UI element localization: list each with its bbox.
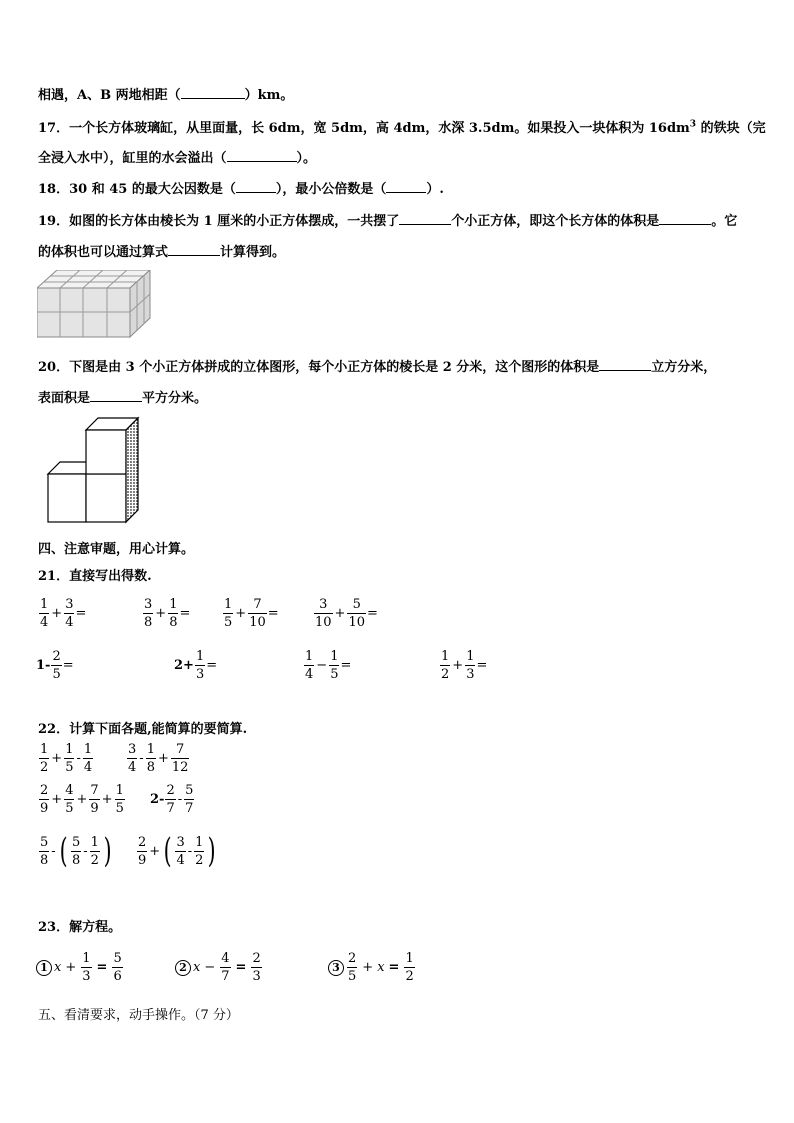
fraction: $\frac{2}{9}$ <box>138 834 147 868</box>
q21-expr-8: $\frac{1}{2}$ + $\frac{1}{3}$ = <box>441 649 488 682</box>
three-cubes-figure <box>46 416 142 526</box>
circled-number: 1 <box>36 960 52 976</box>
fraction: $\frac{2}{7}$ <box>166 783 175 816</box>
q21-title: 21．直接写出得数. <box>38 569 152 584</box>
fraction: $\frac{1}{4}$ <box>305 649 314 682</box>
fraction: $\frac{2}{5}$ <box>52 649 61 682</box>
fraction: $\frac{1}{5}$ <box>330 649 339 682</box>
fraction: $\frac{2}{9}$ <box>40 783 49 816</box>
fraction: $\frac{1}{5}$ <box>115 783 124 816</box>
q22-expr-6: $\frac{2}{9}$ + ( $\frac{3}{4}$ - $\frac{1}{2}$ ) <box>138 831 217 871</box>
q18-line: 18．30 和 45 的最大公因数是（ ），最小公倍数是（ ）. <box>38 182 444 197</box>
q23-equation-2: 2 x − $\frac{4}{7}$ = $\frac{2}{3}$ <box>175 952 263 983</box>
fraction: $\frac{3}{4}$ <box>128 742 137 775</box>
fraction: $\frac{1}{3}$ <box>195 649 205 682</box>
fraction: $\frac{3}{4}$ <box>176 834 185 868</box>
fraction: $\frac{1}{5}$ <box>65 742 74 775</box>
fraction: $\frac{7}{9}$ <box>90 783 99 816</box>
q16-line: 相遇，A、B 两地相距（ ）km。 <box>38 88 294 103</box>
circled-number: 3 <box>328 960 344 976</box>
fraction: $\frac{5}{8}$ <box>71 834 81 868</box>
answer-blank[interactable] <box>386 180 426 193</box>
q23-equation-3: 3 $\frac{2}{5}$ + x = $\frac{1}{2}$ <box>328 952 416 983</box>
q21-expr-5: 1- $\frac{2}{5}$ = <box>36 649 74 682</box>
answer-blank[interactable] <box>399 212 451 225</box>
fraction: $\frac{3}{10}$ <box>315 597 332 630</box>
fraction: $\frac{1}{8}$ <box>169 597 178 630</box>
answer-blank[interactable] <box>181 86 245 99</box>
fraction: $\frac{1}{2}$ <box>195 834 204 868</box>
q23-equation-1: 1 x + $\frac{1}{3}$ = $\frac{5}{6}$ <box>36 952 124 983</box>
answer-blank[interactable] <box>227 149 297 162</box>
q20-line2: 表面积是 平方分米。 <box>38 391 208 406</box>
fraction: $\frac{1}{2}$ <box>441 649 450 682</box>
fraction: $\frac{3}{4}$ <box>65 597 74 630</box>
section-4-heading: 四、注意审题，用心计算。 <box>38 542 195 557</box>
q19-line2: 的体积也可以通过算式 计算得到。 <box>38 245 286 260</box>
fraction: $\frac{2}{5}$ <box>348 951 357 984</box>
q22-expr-3: $\frac{2}{9}$ + $\frac{4}{5}$ + $\frac{7}{9}$ + $\frac{1}{5}$ <box>40 783 124 816</box>
fraction: $\frac{7}{10}$ <box>249 597 266 630</box>
q21-expr-6: 2+ $\frac{1}{3}$ = <box>174 649 218 682</box>
q21-expr-3: $\frac{1}{5}$ + $\frac{7}{10}$ = <box>224 597 279 630</box>
fraction: $\frac{5}{7}$ <box>185 783 194 816</box>
q22-expr-4: 2- $\frac{2}{7}$ - $\frac{5}{7}$ <box>150 783 194 816</box>
fraction: $\frac{1}{8}$ <box>146 742 155 775</box>
fraction: $\frac{5}{10}$ <box>348 597 365 630</box>
fraction: $\frac{1}{4}$ <box>83 742 93 775</box>
q17-line1: 17．一个长方体玻璃缸，从里面量，长 6dm，宽 5dm，高 4dm，水深 3.5dm。如果投入一块体积为 $16dm^3$ 的铁块（完 <box>38 119 766 136</box>
fraction: $\frac{1}{2}$ <box>90 834 99 868</box>
fraction: $\frac{5}{8}$ <box>40 834 49 868</box>
section-5-heading: 五、看清要求，动手操作。（7 分） <box>38 1008 239 1023</box>
fraction: $\frac{4}{7}$ <box>221 951 230 984</box>
q21-expr-7: $\frac{1}{4}$ − $\frac{1}{5}$ = <box>305 649 352 682</box>
q17-line2: 全浸入水中），缸里的水会溢出（ ）。 <box>38 151 317 166</box>
fraction: $\frac{3}{8}$ <box>144 597 153 630</box>
fraction: $\frac{1}{3}$ <box>82 951 91 984</box>
q20-line1: 20．下图是由 3 个小正方体拼成的立体图形，每个小正方体的棱长是 2 分米，这个图形的体积是 立方分米， <box>38 360 717 375</box>
answer-blank[interactable] <box>236 180 276 193</box>
fraction: $\frac{1}{4}$ <box>40 597 49 630</box>
answer-blank[interactable] <box>659 212 711 225</box>
circled-number: 2 <box>175 960 191 976</box>
fraction: $\frac{4}{5}$ <box>65 783 74 816</box>
fraction: $\frac{7}{12}$ <box>171 742 189 775</box>
fraction: $\frac{1}{2}$ <box>405 951 414 984</box>
q23-title: 23．解方程。 <box>38 920 122 935</box>
fraction: $\frac{1}{5}$ <box>224 597 233 630</box>
answer-blank[interactable] <box>90 389 142 402</box>
cuboid-figure <box>37 270 153 340</box>
answer-blank[interactable] <box>599 358 651 371</box>
q21-expr-2: $\frac{3}{8}$ + $\frac{1}{8}$ = <box>144 597 191 630</box>
q21-expr-4: $\frac{3}{10}$ + $\frac{5}{10}$ = <box>315 597 378 630</box>
fraction: $\frac{1}{3}$ <box>466 649 475 682</box>
q22-expr-1: $\frac{1}{2}$ + $\frac{1}{5}$ - $\frac{1}{4}$ <box>40 742 93 775</box>
q22-title: 22．计算下面各题,能简算的要简算. <box>38 722 248 737</box>
q22-expr-5: $\frac{5}{8}$ - ( $\frac{5}{8}$ - $\frac{1}{2}$ ) <box>40 831 112 871</box>
q21-expr-1: $\frac{1}{4}$ + $\frac{3}{4}$ = <box>40 597 87 630</box>
fraction: $\frac{5}{6}$ <box>113 951 122 984</box>
answer-blank[interactable] <box>168 243 220 256</box>
fraction: $\frac{1}{2}$ <box>40 742 49 775</box>
q22-expr-2: $\frac{3}{4}$ - $\frac{1}{8}$ + $\frac{7}{12}$ <box>128 742 189 775</box>
q19-line1: 19．如图的长方体由棱长为 1 厘米的小正方体摆成，一共摆了 个小正方体，即这个长方体的体积是 。它 <box>38 214 738 229</box>
fraction: $\frac{2}{3}$ <box>252 951 261 984</box>
